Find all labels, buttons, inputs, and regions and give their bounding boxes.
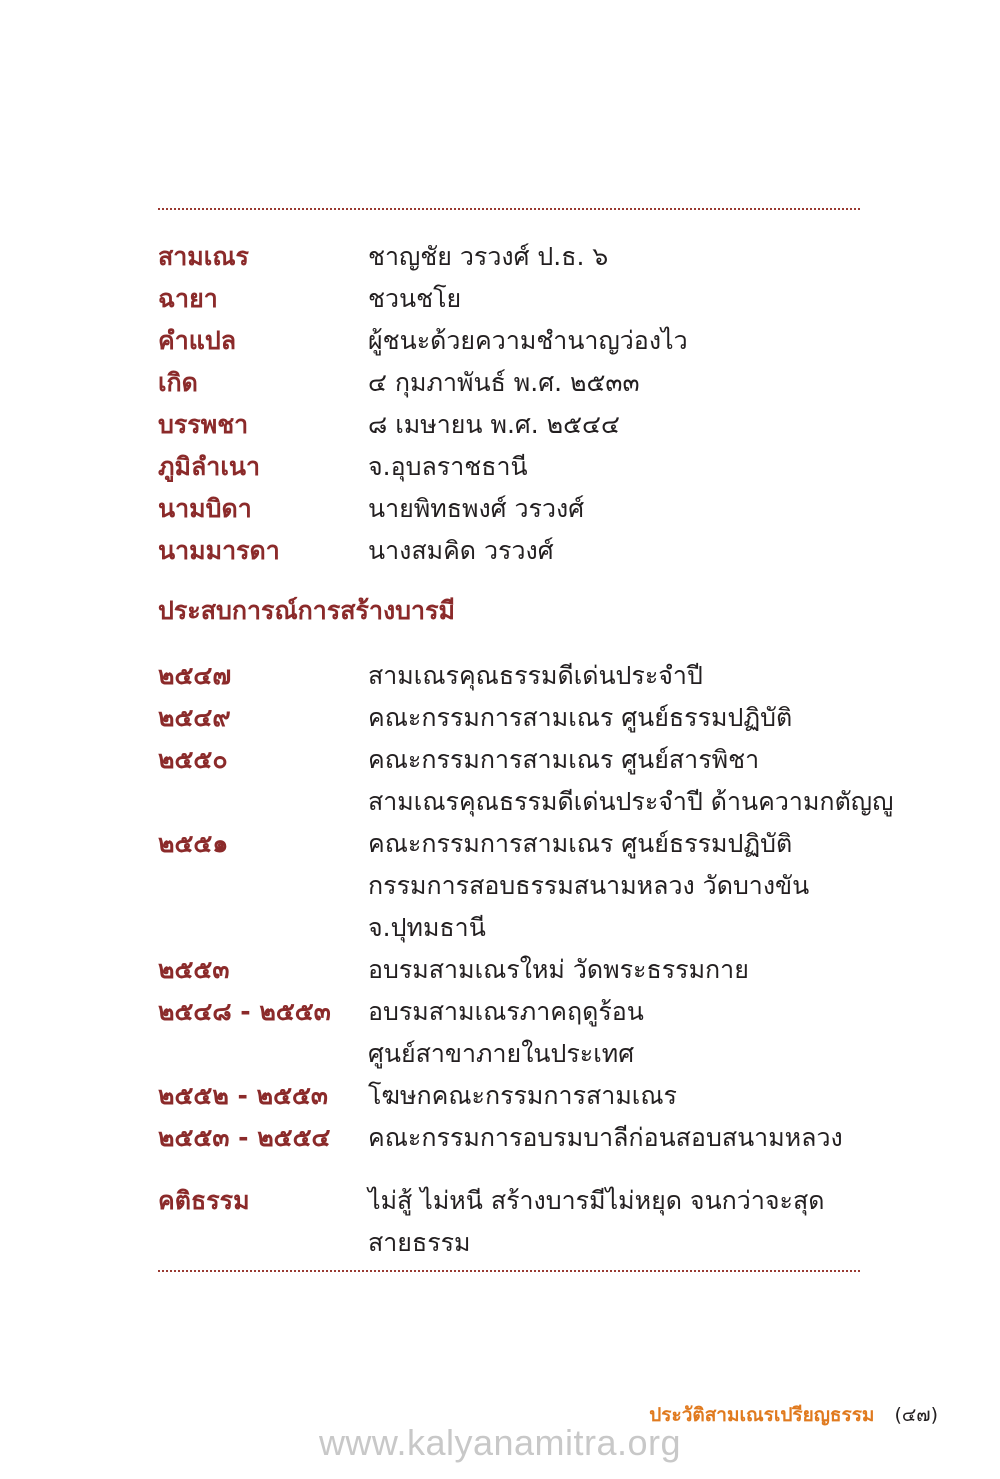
profile-value: ๔ กุมภาพันธ์ พ.ศ. ๒๕๓๓ <box>368 368 640 397</box>
profile-label: เกิด <box>158 368 198 397</box>
experience-year: ๒๕๔๘ - ๒๕๕๓ <box>158 997 331 1026</box>
experience-year: ๒๕๔๙ <box>158 703 231 732</box>
experience-year: ๒๕๕๓ <box>158 955 230 984</box>
experience-line: จ.ปุทมธานี <box>368 913 486 942</box>
page-number: (๔๗) <box>894 1404 938 1426</box>
profile-value: นางสมคิด วรวงศ์ <box>368 536 554 565</box>
experience-line: ศูนย์สาขาภายในประเทศ <box>368 1039 635 1068</box>
experience-line: สามเณรคุณธรรมดีเด่นประจำปี ด้านความกตัญญู <box>368 787 894 816</box>
motto-label: คติธรรม <box>158 1186 250 1215</box>
experience-line: คณะกรรมการสามเณร ศูนย์ธรรมปฏิบัติ <box>368 829 793 858</box>
profile-label: นามมารดา <box>158 536 280 565</box>
profile-label: ฉายา <box>158 284 218 313</box>
experience-year: ๒๕๕๒ - ๒๕๕๓ <box>158 1081 328 1110</box>
experience-line: โฆษกคณะกรรมการสามเณร <box>368 1081 677 1110</box>
experience-line: อบรมสามเณรใหม่ วัดพระธรรมกาย <box>368 955 749 984</box>
experience-line: คณะกรรมการสามเณร ศูนย์ธรรมปฏิบัติ <box>368 703 793 732</box>
profile-label: ภูมิลำเนา <box>158 452 260 481</box>
book-title: ประวัติสามเณรเปรียญธรรม <box>649 1404 875 1426</box>
profile-value: จ.อุบลราชธานี <box>368 452 528 481</box>
experience-year: ๒๕๕๑ <box>158 829 229 858</box>
watermark-url: www.kalyanamitra.org <box>318 1422 682 1463</box>
experience-line: อบรมสามเณรภาคฤดูร้อน <box>368 997 644 1026</box>
experience-line: คณะกรรมการสามเณร ศูนย์สารพิชา <box>368 745 760 774</box>
profile-value: ผู้ชนะด้วยความชำนาญว่องไว <box>368 326 688 355</box>
profile-value: นายพิทธพงศ์ วรวงศ์ <box>368 494 585 523</box>
experience-line: กรรมการสอบธรรมสนามหลวง วัดบางขัน <box>368 871 810 900</box>
motto-line: สายธรรม <box>368 1228 471 1257</box>
profile-value: ๘ เมษายน พ.ศ. ๒๕๔๔ <box>368 410 620 439</box>
motto-line: ไม่สู้ ไม่หนี สร้างบารมีไม่หยุด จนกว่าจะสุด <box>368 1186 825 1215</box>
experience-year: ๒๕๕๐ <box>158 745 228 774</box>
profile-label: คำแปล <box>158 326 237 355</box>
bottom-dotted-divider <box>158 1270 860 1272</box>
top-dotted-divider <box>158 208 860 210</box>
experience-year: ๒๕๔๗ <box>158 661 232 690</box>
experience-year: ๒๕๕๓ - ๒๕๕๔ <box>158 1123 331 1152</box>
profile-value: ชาญชัย วรวงศ์ ป.ธ. ๖ <box>368 242 609 271</box>
experience-heading: ประสบการณ์การสร้างบารมี <box>158 596 455 625</box>
profile-label: บรรพชา <box>158 410 249 439</box>
experience-line: สามเณรคุณธรรมดีเด่นประจำปี <box>368 661 703 690</box>
profile-value: ชวนชโย <box>368 284 462 313</box>
profile-label: สามเณร <box>158 242 249 271</box>
experience-line: คณะกรรมการอบรมบาลีก่อนสอบสนามหลวง <box>368 1123 843 1152</box>
profile-label: นามบิดา <box>158 494 252 523</box>
